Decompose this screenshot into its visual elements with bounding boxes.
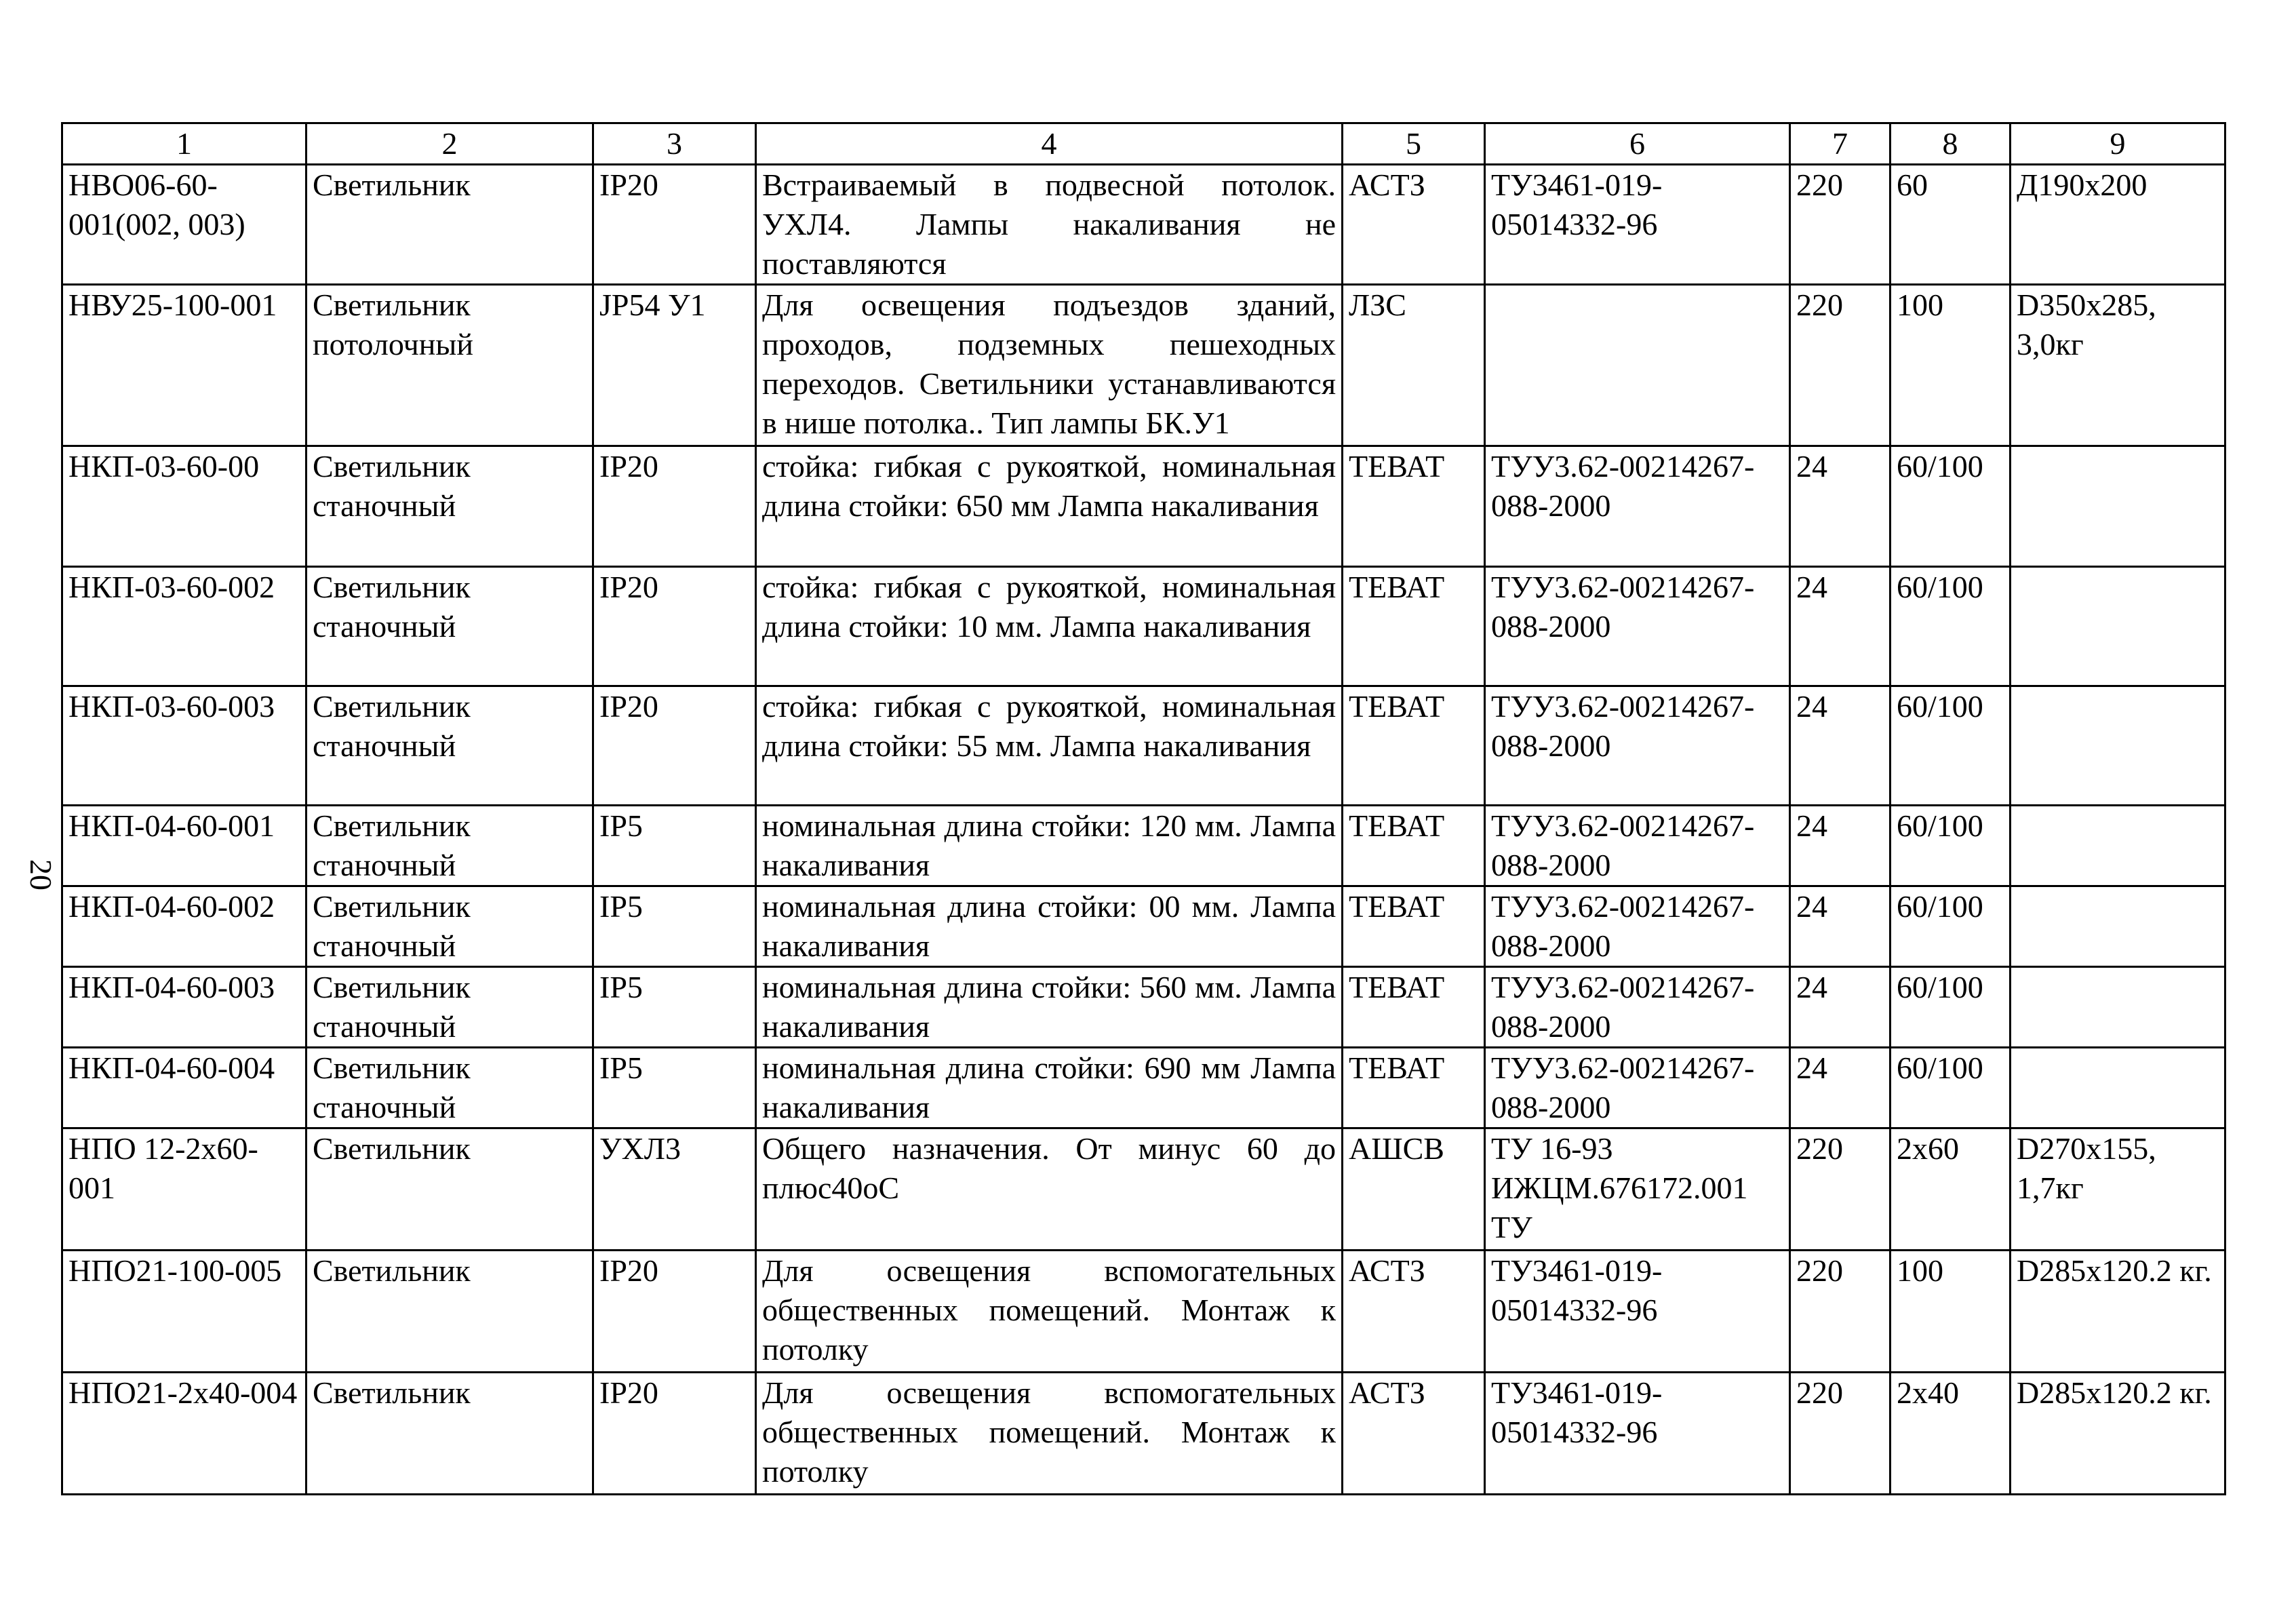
dimensions-cell (2011, 567, 2225, 686)
table-row (62, 686, 2225, 806)
page-number: 20 (24, 859, 58, 890)
manufacturer-cell: ЛЗС (1343, 285, 1485, 446)
table-row (62, 886, 2225, 967)
power-cell: 60 (1891, 165, 2011, 285)
spec-doc-cell: ТУУ3.62-00214267-088-2000 (1485, 446, 1790, 567)
power-cell: 60/100 (1891, 686, 2011, 806)
dimensions-cell (2011, 1048, 2225, 1128)
voltage-cell: 24 (1790, 686, 1891, 806)
name-cell: Светильник (306, 1373, 593, 1495)
voltage-cell: 220 (1790, 165, 1891, 285)
dimensions-cell (2011, 806, 2225, 886)
voltage-cell: 220 (1790, 285, 1891, 446)
power-cell: 60/100 (1891, 967, 2011, 1048)
description-cell: Для освещения вспомогательных общественных помещений. Монтаж к потолку (756, 1373, 1343, 1495)
spec-doc-cell: ТУ3461-019-05014332-96 (1485, 165, 1790, 285)
description-cell: стойка: гибкая с рукояткой, номинальная длина стойки: 10 мм. Лампа накаливания (756, 567, 1343, 686)
table-row (62, 1251, 2225, 1373)
description-cell: Для освещения вспомогательных общественных помещений. Монтаж к потолку (756, 1251, 1343, 1373)
protection-cell: IP20 (593, 446, 756, 567)
description-cell: номинальная длина стойки: 00 мм. Лампа накаливания (756, 886, 1343, 967)
spec-doc-cell: ТУУ3.62-00214267-088-2000 (1485, 567, 1790, 686)
designation-cell: НКП-04-60-002 (62, 886, 306, 967)
designation-cell: НПО 12-2х60-001 (62, 1128, 306, 1251)
protection-cell: УХЛ3 (593, 1128, 756, 1251)
designation-cell: НКП-04-60-004 (62, 1048, 306, 1128)
column-header-3: 3 (593, 123, 756, 165)
spec-doc-cell (1485, 285, 1790, 446)
name-cell: Светильник (306, 165, 593, 285)
name-cell: Светильник станочный (306, 967, 593, 1048)
voltage-cell: 24 (1790, 1048, 1891, 1128)
description-cell: стойка: гибкая с рукояткой, номинальная длина стойки: 650 мм Лампа накаливания (756, 446, 1343, 567)
spec-doc-cell: ТУУ3.62-00214267-088-2000 (1485, 806, 1790, 886)
spec-doc-cell: ТУУ3.62-00214267-088-2000 (1485, 1048, 1790, 1128)
protection-cell: IP5 (593, 806, 756, 886)
manufacturer-cell: ТЕВАТ (1343, 886, 1485, 967)
description-cell: номинальная длина стойки: 120 мм. Лампа накаливания (756, 806, 1343, 886)
designation-cell: НКП-04-60-001 (62, 806, 306, 886)
designation-cell: НВУ25-100-001 (62, 285, 306, 446)
column-header-7: 7 (1790, 123, 1891, 165)
protection-cell: IP20 (593, 567, 756, 686)
column-header-8: 8 (1891, 123, 2011, 165)
name-cell: Светильник станочный (306, 686, 593, 806)
column-header-1: 1 (62, 123, 306, 165)
dimensions-cell: D350х285, 3,0кг (2011, 285, 2225, 446)
table-row (62, 1373, 2225, 1495)
name-cell: Светильник станочный (306, 886, 593, 967)
spec-doc-cell: ТУ3461-019-05014332-96 (1485, 1251, 1790, 1373)
dimensions-cell: D285х120.2 кг. (2011, 1251, 2225, 1373)
designation-cell: НКП-03-60-00 (62, 446, 306, 567)
power-cell: 2х40 (1891, 1373, 2011, 1495)
manufacturer-cell: АСТЗ (1343, 1373, 1485, 1495)
dimensions-cell: D285х120.2 кг. (2011, 1373, 2225, 1495)
protection-cell: IP5 (593, 886, 756, 967)
power-cell: 60/100 (1891, 446, 2011, 567)
manufacturer-cell: ТЕВАТ (1343, 1048, 1485, 1128)
manufacturer-cell: АСТЗ (1343, 165, 1485, 285)
dimensions-cell: Д190х200 (2011, 165, 2225, 285)
voltage-cell: 24 (1790, 567, 1891, 686)
designation-cell: НВО06-60-001(002, 003) (62, 165, 306, 285)
table-row (62, 165, 2225, 285)
voltage-cell: 24 (1790, 967, 1891, 1048)
designation-cell: НКП-04-60-003 (62, 967, 306, 1048)
description-cell: Общего назначения. От минус 60 до плюс40оС (756, 1128, 1343, 1251)
manufacturer-cell: ТЕВАТ (1343, 567, 1485, 686)
protection-cell: IP20 (593, 686, 756, 806)
protection-cell: JP54 У1 (593, 285, 756, 446)
protection-cell: IP5 (593, 967, 756, 1048)
manufacturer-cell: ТЕВАТ (1343, 686, 1485, 806)
voltage-cell: 24 (1790, 446, 1891, 567)
column-header-2: 2 (306, 123, 593, 165)
dimensions-cell (2011, 446, 2225, 567)
dimensions-cell (2011, 686, 2225, 806)
description-cell: номинальная длина стойки: 690 мм Лампа накаливания (756, 1048, 1343, 1128)
table-row (62, 967, 2225, 1048)
dimensions-cell: D270х155, 1,7кг (2011, 1128, 2225, 1251)
voltage-cell: 220 (1790, 1128, 1891, 1251)
manufacturer-cell: ТЕВАТ (1343, 806, 1485, 886)
table-row (62, 446, 2225, 567)
table-row (62, 567, 2225, 686)
protection-cell: IP20 (593, 165, 756, 285)
name-cell: Светильник станочный (306, 446, 593, 567)
manufacturer-cell: АСТЗ (1343, 1251, 1485, 1373)
name-cell: Светильник потолочный (306, 285, 593, 446)
spec-doc-cell: ТУУ3.62-00214267-088-2000 (1485, 886, 1790, 967)
designation-cell: НПО21-2х40-004 (62, 1373, 306, 1495)
table-row (62, 1048, 2225, 1128)
voltage-cell: 220 (1790, 1251, 1891, 1373)
voltage-cell: 220 (1790, 1373, 1891, 1495)
dimensions-cell (2011, 886, 2225, 967)
designation-cell: НКП-03-60-003 (62, 686, 306, 806)
power-cell: 60/100 (1891, 806, 2011, 886)
power-cell: 60/100 (1891, 886, 2011, 967)
description-cell: Для освещения подъездов зданий, проходов, подземных пешеходных переходов. Светильники устанавливаются в нише потолка.. Тип лампы БК.У1 (756, 285, 1343, 446)
name-cell: Светильник станочный (306, 1048, 593, 1128)
table-body (62, 123, 2225, 1495)
spec-doc-cell: ТУУ3.62-00214267-088-2000 (1485, 967, 1790, 1048)
column-header-5: 5 (1343, 123, 1485, 165)
name-cell: Светильник (306, 1251, 593, 1373)
header-row (62, 123, 2225, 165)
description-cell: стойка: гибкая с рукояткой, номинальная длина стойки: 55 мм. Лампа накаливания (756, 686, 1343, 806)
protection-cell: IP5 (593, 1048, 756, 1128)
name-cell: Светильник станочный (306, 567, 593, 686)
description-cell: Встраиваемый в подвесной потолок. УХЛ4. Лампы накаливания не поставляются (756, 165, 1343, 285)
protection-cell: IP20 (593, 1373, 756, 1495)
power-cell: 2х60 (1891, 1128, 2011, 1251)
protection-cell: IP20 (593, 1251, 756, 1373)
designation-cell: НПО21-100-005 (62, 1251, 306, 1373)
spec-doc-cell: ТУУ3.62-00214267-088-2000 (1485, 686, 1790, 806)
spec-doc-cell: ТУ3461-019-05014332-96 (1485, 1373, 1790, 1495)
power-cell: 60/100 (1891, 1048, 2011, 1128)
voltage-cell: 24 (1790, 886, 1891, 967)
description-cell: номинальная длина стойки: 560 мм. Лампа накаливания (756, 967, 1343, 1048)
power-cell: 60/100 (1891, 567, 2011, 686)
manufacturer-cell: ТЕВАТ (1343, 967, 1485, 1048)
table-row (62, 285, 2225, 446)
manufacturer-cell: ТЕВАТ (1343, 446, 1485, 567)
name-cell: Светильник станочный (306, 806, 593, 886)
power-cell: 100 (1891, 1251, 2011, 1373)
dimensions-cell (2011, 967, 2225, 1048)
table-row (62, 1128, 2225, 1251)
table-row (62, 806, 2225, 886)
name-cell: Светильник (306, 1128, 593, 1251)
manufacturer-cell: АШСВ (1343, 1128, 1485, 1251)
designation-cell: НКП-03-60-002 (62, 567, 306, 686)
column-header-9: 9 (2011, 123, 2225, 165)
specification-table (61, 122, 2226, 1495)
voltage-cell: 24 (1790, 806, 1891, 886)
column-header-6: 6 (1485, 123, 1790, 165)
power-cell: 100 (1891, 285, 2011, 446)
spec-doc-cell: ТУ 16-93 ИЖЦМ.676172.001 ТУ (1485, 1128, 1790, 1251)
column-header-4: 4 (756, 123, 1343, 165)
